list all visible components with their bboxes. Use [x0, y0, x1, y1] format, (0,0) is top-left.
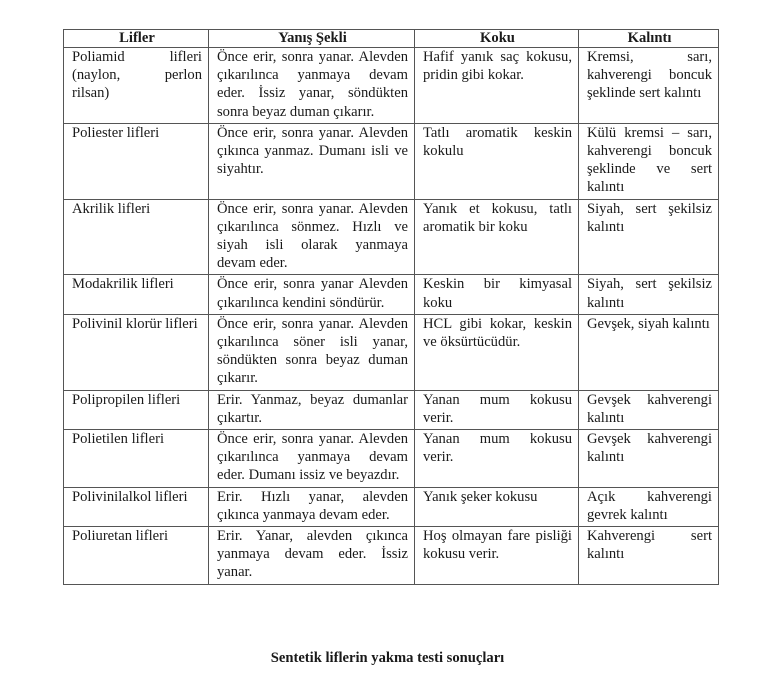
header-burn-behavior: Yanış Şekli	[209, 30, 415, 48]
table-row	[64, 275, 719, 314]
header-residue: Kalıntı	[579, 30, 719, 48]
smell-cell: Keskin bir kimyasal koku	[415, 275, 579, 314]
residue-cell: Gevşek kahverengi kalıntı	[579, 430, 719, 488]
table-row	[64, 199, 719, 275]
residue-cell: Külü kremsi – sarı, kahverengi boncuk şeklinde ve sert kalıntı	[579, 123, 719, 199]
header-smell: Koku	[415, 30, 579, 48]
residue-cell: Gevşek, siyah kalıntı	[579, 314, 719, 390]
burn-cell: Önce erir, sonra yanar. Alevden çıkarılınca sönmez. Hızlı ve siyah isli olarak yanmaya devam eder.	[209, 199, 415, 275]
table-row	[64, 430, 719, 488]
residue-cell: Siyah, sert şekilsiz kalıntı	[579, 199, 719, 275]
fiber-cell: Modakrilik lifleri	[64, 275, 209, 314]
burn-cell: Önce erir, sonra yanar Alevden çıkarılınca kendini söndürür.	[209, 275, 415, 314]
table-caption: Sentetik liflerin yakma testi sonuçları	[270, 650, 505, 666]
table-row	[64, 527, 719, 585]
burn-cell: Önce erir, sonra yanar. Alevden çıkarılınca yanmaya devam eder. Dumanı issiz ve beyazdır.	[209, 430, 415, 488]
table-row	[64, 123, 719, 199]
smell-cell: HCL gibi kokar, keskin ve öksürtücüdür.	[415, 314, 579, 390]
burn-cell: Erir. Hızlı yanar, alevden çıkınca yanmaya devam eder.	[209, 487, 415, 526]
fiber-cell: Polietilen lifleri	[64, 430, 209, 488]
smell-cell: Yanık et kokusu, tatlı aromatik bir koku	[415, 199, 579, 275]
table-row	[64, 314, 719, 390]
fiber-cell: Poliamid lifleri (naylon, perlon rilsan)	[64, 48, 209, 124]
smell-cell: Tatlı aromatik keskin kokulu	[415, 123, 579, 199]
fiber-cell: Polipropilen lifleri	[64, 390, 209, 429]
smell-cell: Yanan mum kokusu verir.	[415, 430, 579, 488]
fiber-cell: Akrilik lifleri	[64, 199, 209, 275]
residue-cell: Kremsi, sarı, kahverengi boncuk şeklinde sert kalıntı	[579, 48, 719, 124]
table-row	[64, 487, 719, 526]
burn-cell: Erir. Yanar, alevden çıkınca yanmaya devam eder. İssiz yanar.	[209, 527, 415, 585]
smell-cell: Yanık şeker kokusu	[415, 487, 579, 526]
header-fibers: Lifler	[64, 30, 209, 48]
residue-cell: Gevşek kahverengi kalıntı	[579, 390, 719, 429]
residue-cell: Kahverengi sert kalıntı	[579, 527, 719, 585]
burn-cell: Önce erir, sonra yanar. Alevden çıkınca yanmaz. Dumanı isli ve siyahtır.	[209, 123, 415, 199]
residue-cell: Açık kahverengi gevrek kalıntı	[579, 487, 719, 526]
table-row	[64, 390, 719, 429]
table-row	[64, 48, 719, 124]
fiber-cell: Poliuretan lifleri	[64, 527, 209, 585]
header-row	[64, 30, 719, 48]
smell-cell: Yanan mum kokusu verir.	[415, 390, 579, 429]
fiber-cell: Polivinil klorür lifleri	[64, 314, 209, 390]
burn-test-table	[63, 29, 719, 585]
smell-cell: Hoş olmayan fare pisliği kokusu verir.	[415, 527, 579, 585]
smell-cell: Hafif yanık saç kokusu, pridin gibi kokar.	[415, 48, 579, 124]
burn-cell: Önce erir, sonra yanar. Alevden çıkarılınca yanmaya devam eder. İssiz yanar, söndükten sonra beyaz duman çıkarır.	[209, 48, 415, 124]
fiber-cell: Poliester lifleri	[64, 123, 209, 199]
burn-cell: Erir. Yanmaz, beyaz dumanlar çıkartır.	[209, 390, 415, 429]
residue-cell: Siyah, sert şekilsiz kalıntı	[579, 275, 719, 314]
fiber-cell: Polivinilalkol lifleri	[64, 487, 209, 526]
burn-cell: Önce erir, sonra yanar. Alevden çıkarılınca söner isli yanar, söndükten sonra beyaz duman çıkarır.	[209, 314, 415, 390]
